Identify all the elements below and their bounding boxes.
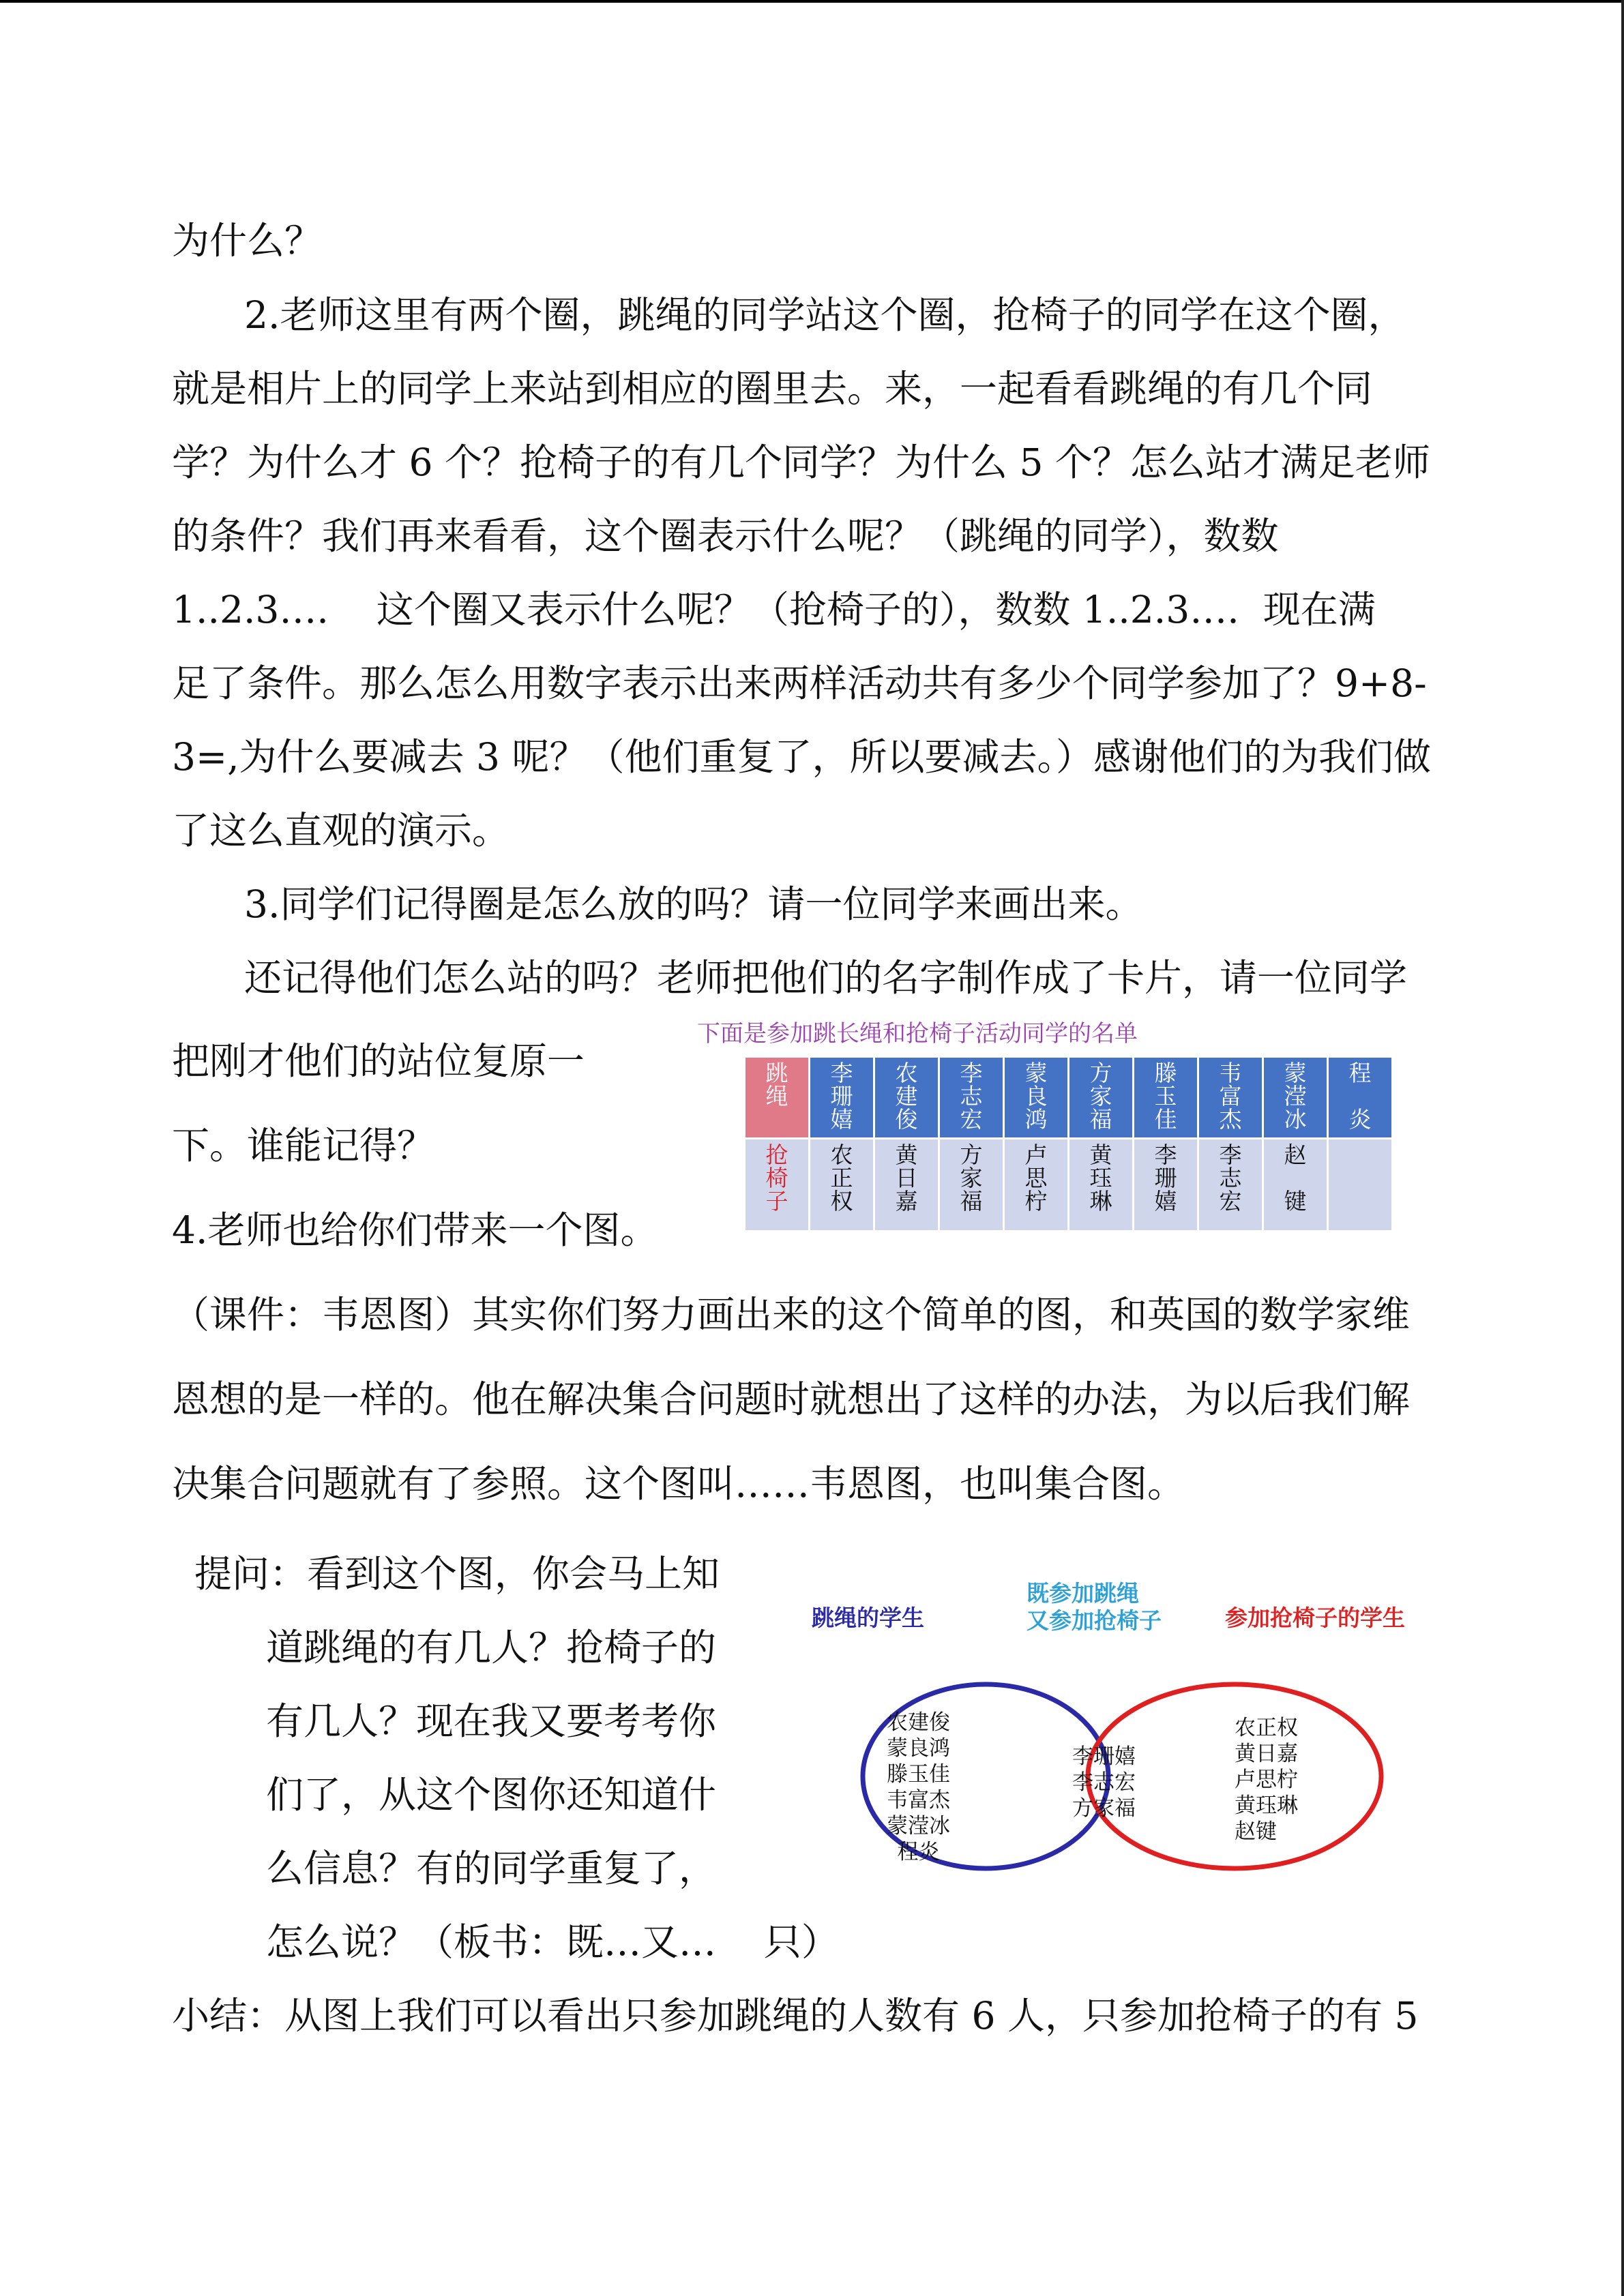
table-title: 下面是参加跳长绳和抢椅子活动同学的名单 — [697, 1020, 1138, 1047]
cell-text: 黄 珏 琳 — [1089, 1142, 1112, 1214]
text-line: 把刚才他们的站位复原一 — [172, 1039, 585, 1083]
cell-text: 李 志 宏 — [960, 1060, 983, 1133]
table-row — [745, 1139, 1393, 1232]
table-cell — [1004, 1139, 1069, 1232]
cell-text: 方 家 福 — [1089, 1060, 1112, 1133]
cell-text: 滕 玉 佳 — [1154, 1060, 1177, 1133]
venn-diagram — [764, 1579, 1446, 1892]
text-line: 么信息？有的同学重复了， — [266, 1847, 717, 1890]
table-cell — [1134, 1057, 1198, 1139]
cell-text: 李 珊 嬉 — [830, 1060, 853, 1133]
row-header-chair-grab — [745, 1139, 810, 1232]
text-line: 恩想的是一样的。他在解决集合问题时就想出了这样的办法，为以后我们解 — [172, 1377, 1411, 1421]
cell-text: 程 炎 — [1348, 1060, 1372, 1133]
table-cell — [1069, 1057, 1134, 1139]
cell-text: 跳 绳 — [765, 1060, 788, 1109]
text-line: 1..2.3…. 这个圈又表示什么呢？（抢椅子的），数数 1..2.3…. 现在满 — [172, 588, 1376, 631]
table-cell — [939, 1057, 1004, 1139]
table-cell — [1328, 1139, 1393, 1232]
cell-text: 方 家 福 — [960, 1142, 983, 1214]
table-cell — [1328, 1057, 1393, 1139]
text-line: 2.老师这里有两个圈，跳绳的同学站这个圈，抢椅子的同学在这个圈， — [244, 293, 1406, 337]
cell-text: 蒙 良 鸿 — [1024, 1060, 1048, 1133]
table-cell — [1263, 1057, 1328, 1139]
venn-label-chair-grab: 参加抢椅子的学生 — [1225, 1605, 1405, 1631]
jump-rope-only-names: 农建俊 蒙良鸿 滕玉佳 韦富杰 蒙滢冰 程炎 — [887, 1710, 950, 1864]
name-list-table — [743, 1056, 1393, 1232]
table-cell — [874, 1057, 939, 1139]
page-top-border — [0, 0, 1624, 3]
table-cell — [810, 1057, 874, 1139]
text-line: 提问：看到这个图，你会马上知 — [194, 1552, 720, 1596]
table-row — [745, 1057, 1393, 1139]
text-line: 了这么直观的演示。 — [172, 809, 510, 852]
cell-text: 黄 日 嘉 — [895, 1142, 918, 1214]
cell-text: 抢 椅 子 — [765, 1142, 788, 1214]
table-cell — [1198, 1139, 1263, 1232]
page-right-border — [1621, 0, 1624, 2296]
table-cell — [1004, 1057, 1069, 1139]
cell-text: 李 志 宏 — [1219, 1142, 1242, 1214]
cell-text: 李 珊 嬉 — [1154, 1142, 1177, 1214]
text-line: 的条件？我们再来看看，这个圈表示什么呢？（跳绳的同学），数数 — [172, 514, 1279, 558]
cell-text: 赵 键 — [1284, 1142, 1307, 1214]
cell-text: 韦 富 杰 — [1219, 1060, 1242, 1133]
table-cell — [810, 1139, 874, 1232]
text-line: 3.同学们记得圈是怎么放的吗？请一位同学来画出来。 — [244, 882, 1143, 926]
venn-label-both: 既参加跳绳 又参加抢椅子 — [1027, 1580, 1162, 1634]
text-line: 还记得他们怎么站的吗？老师把他们的名字制作成了卡片，请一位同学 — [244, 956, 1408, 1000]
text-line: 们了，从这个图你还知道什 — [266, 1773, 717, 1817]
row-header-jump-rope — [745, 1057, 810, 1139]
table-cell — [1069, 1139, 1134, 1232]
text-line: 有几人？现在我又要考考你 — [266, 1699, 717, 1743]
text-line: （课件：韦恩图）其实你们努力画出来的这个简单的图，和英国的数学家维 — [172, 1293, 1411, 1337]
both-activities-names: 李珊嬉 李志宏 方家福 — [1072, 1744, 1136, 1821]
cell-text: 农 正 权 — [830, 1142, 853, 1214]
table-cell — [1134, 1139, 1198, 1232]
cell-text: 卢 思 柠 — [1024, 1142, 1048, 1214]
chair-grab-only-names: 农正权 黄日嘉 卢思柠 黄珏琳 赵键 — [1235, 1716, 1298, 1844]
text-line: 3=,为什么要减去 3 呢？（他们重复了，所以要减去。）感谢他们的为我们做 — [172, 735, 1432, 779]
cell-text: 农 建 俊 — [895, 1060, 918, 1133]
cell-text: 蒙 滢 冰 — [1284, 1060, 1307, 1133]
text-line: 就是相片上的同学上来站到相应的圈里去。来，一起看看跳绳的有几个同 — [172, 367, 1373, 411]
text-line: 4.老师也给你们带来一个图。 — [172, 1208, 658, 1252]
text-line: 下。谁能记得？ — [172, 1124, 435, 1167]
table-cell — [1198, 1057, 1263, 1139]
venn-label-jump-rope: 跳绳的学生 — [812, 1605, 924, 1631]
text-line: 学？为什么才 6 个？抢椅子的有几个同学？为什么 5 个？怎么站才满足老师 — [172, 441, 1430, 484]
text-line: 怎么说？（板书：既…又… 只） — [266, 1920, 839, 1964]
table-cell — [939, 1139, 1004, 1232]
text-line: 道跳绳的有几人？抢椅子的 — [266, 1626, 717, 1669]
text-line: 决集合问题就有了参照。这个图叫……韦恩图，也叫集合图。 — [172, 1462, 1185, 1506]
text-line: 为什么？ — [172, 219, 323, 263]
table-cell — [1263, 1139, 1328, 1232]
table-cell — [874, 1139, 939, 1232]
text-line: 足了条件。那么怎么用数字表示出来两样活动共有多少个同学参加了？9+8- — [172, 661, 1427, 705]
text-line: 小结：从图上我们可以看出只参加跳绳的人数有 6 人，只参加抢椅子的有 5 — [172, 1994, 1419, 2038]
